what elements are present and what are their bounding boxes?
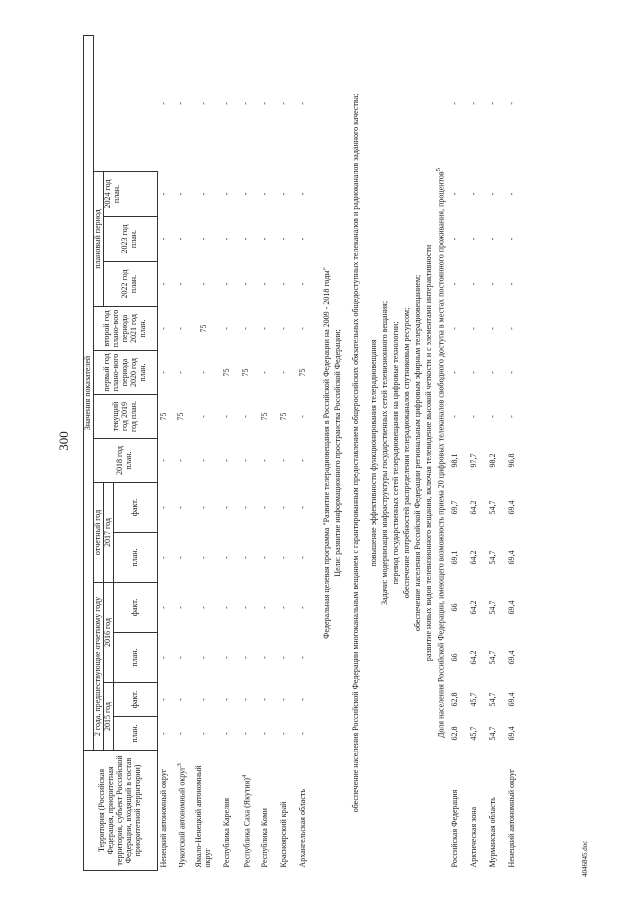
indicators-table [83,35,522,871]
value-cell: - [159,506,169,509]
value-cell: 64,2 [469,550,479,565]
value-cell: - [278,698,288,701]
value-cell: 64,2 [469,650,479,665]
table-row [446,35,465,870]
territory-name-text: Мурманская область [488,797,498,868]
value-cell: - [450,102,460,105]
value-cell: - [198,282,208,286]
value-cell: 75 [175,412,185,421]
value-cell: - [469,327,479,330]
value-cell: - [469,237,479,241]
value-cell: 45,7 [469,726,479,741]
program-section [313,35,447,870]
program-task: обеспечение населения Российской Федерации региональным цифровым эфирным телерадиовещанием; [412,274,422,632]
indicator-title [435,35,447,870]
value-cell: - [159,237,169,241]
territory-name-text: Республика Карелия [221,797,231,868]
value-cell: - [159,606,169,609]
plan-header: план. [113,717,157,751]
value-cell: - [175,698,185,701]
value-cell: - [278,459,288,462]
value-cell: - [278,732,288,735]
value-cell: 45,7 [469,692,479,707]
value-cell: - [159,327,169,330]
planning-period-header: плановый период [93,172,103,307]
value-cell: - [259,556,269,559]
two-years-header: 2 года, предшествующие отчетному году [93,583,103,751]
value-cell: - [297,606,307,609]
value-cell: - [507,415,517,418]
value-cell: - [221,237,231,241]
value-cell: - [175,732,185,735]
value-cell: - [240,732,250,735]
value-cell: - [240,656,250,659]
value-cell: 98,1 [450,453,460,468]
second-planning-year-header: второй год плано-вого периода 2021 год план. [93,307,157,351]
territory-name-text: Красноярский край [278,801,288,868]
value-cell: - [450,282,460,286]
value-cell: 64,2 [469,500,479,515]
value-cell: - [259,282,269,286]
year-2018-header: 2018 год план. [93,439,157,483]
plan-header: план. [113,533,157,583]
table-row [484,35,503,870]
value-cell: 75 [221,368,231,377]
footnote-marker: 3 [175,763,183,767]
value-cell: - [297,237,307,241]
value-cell: - [240,556,250,559]
value-cell: - [297,415,307,418]
year-2022-header: 2022 год план. [103,262,157,307]
value-cell: 54,7 [488,650,498,665]
territory-name-text: Российская Федерация [450,789,460,868]
value-cell: - [240,606,250,609]
value-cell: - [198,556,208,559]
value-cell: - [450,237,460,241]
value-cell: - [278,371,288,374]
value-cell: - [259,102,269,105]
value-cell: 54,7 [488,726,498,741]
territory-name-text: Ненецкий автономный округ [507,768,517,868]
territory-name [172,751,191,871]
territory-name [157,751,172,871]
value-cell: - [488,282,498,286]
value-cell: - [278,192,288,196]
value-cell: - [175,506,185,509]
table-row [503,35,522,870]
value-cell: - [221,506,231,509]
value-cell: - [278,282,288,286]
value-cell: - [507,192,517,196]
value-cell: - [175,102,185,105]
value-cell: - [488,237,498,241]
value-cell: - [198,192,208,196]
program-task: развитие новых видов телевизионного вещания, включая телевидение высокой четкости и с элементами интерактивности [423,244,433,662]
value-cell: - [469,102,479,105]
value-cell: - [175,656,185,659]
program-task: Задачи: модернизация инфраструктуры государственных сетей телевизионного вещания; [379,300,389,605]
value-cell: - [450,371,460,374]
value-cell: 66 [450,603,460,612]
value-cell: - [198,371,208,374]
territory-name [465,751,484,871]
value-cell: - [240,459,250,462]
value-cell: - [175,192,185,196]
current-year-header: текущий год 2019 год план. [93,395,157,439]
value-cell: - [198,506,208,509]
value-cell: - [198,656,208,659]
value-cell: - [297,282,307,286]
territory-name-text: Республика Коми [259,808,269,868]
value-cell: - [240,237,250,241]
value-cell: 69,4 [507,550,517,565]
value-cell: 75 [278,412,288,421]
fact-header: факт. [113,683,157,717]
value-cell: - [297,192,307,196]
value-cell: - [175,282,185,286]
fact-header: факт. [113,483,157,533]
value-cell: 97,7 [469,453,479,468]
value-cell: - [221,102,231,105]
value-cell: - [221,732,231,735]
territory-name-text: Республика Саха (Якутия) [242,777,252,868]
value-cell: - [450,192,460,196]
value-cell: - [278,506,288,509]
value-cell: - [175,327,185,330]
value-cell: - [221,282,231,286]
value-cell: - [469,282,479,286]
value-cell: 69,4 [507,692,517,707]
value-cell: - [259,192,269,196]
value-cell: - [240,102,250,105]
value-cell: - [159,656,169,659]
value-cell: - [469,192,479,196]
value-cell: - [469,415,479,418]
value-cell: - [175,459,185,462]
value-cell: - [198,698,208,701]
value-cell: - [488,102,498,105]
value-cell: - [488,415,498,418]
value-cell: 75 [297,368,307,377]
table-row [218,35,237,870]
value-cell: 75 [259,412,269,421]
value-cell: 69,4 [507,726,517,741]
value-cell: - [159,459,169,462]
value-cell: 54,7 [488,550,498,565]
values-header: Значения показателей [84,35,94,750]
territory-name [191,751,218,871]
value-cell: - [278,102,288,105]
program-goal: Цели: развитие информационного пространства Российской Федерации; [332,329,342,577]
program-task: перевод государственных сетей телерадиовещания на цифровые технологии; [390,321,400,585]
territory-name [294,751,313,871]
value-cell: - [278,606,288,609]
indicator-footnote: 5 [434,168,442,172]
table-row [237,35,256,870]
value-cell: - [278,327,288,330]
program-goal: повышение эффективности функционирования телерадиовещания [368,339,378,567]
territory-name-text: Ямало-Ненецкий автономный округ [194,765,213,868]
table-row [465,35,484,870]
value-cell: - [221,606,231,609]
value-cell: - [450,327,460,330]
value-cell: - [507,371,517,374]
value-cell: - [198,606,208,609]
first-planning-year-header: первый год плано-вого периода 2020 год план. [93,351,157,395]
value-cell: - [297,459,307,462]
value-cell: 54,7 [488,600,498,615]
table-row [275,35,294,870]
value-cell: - [240,415,250,418]
value-cell: 69,4 [507,500,517,515]
fact-header: факт. [113,583,157,633]
value-cell: - [259,237,269,241]
value-cell: - [175,556,185,559]
program-goal: обеспечение населения Российской Федерации многоканальным вещанием с гарантированным предоставлением общероссийских обязательных общедоступных телеканалов и радиоканалов заданного качества; [350,93,360,813]
document-footer: 4046845.doc [581,840,589,877]
value-cell: - [198,415,208,418]
value-cell: - [221,192,231,196]
value-cell: - [259,732,269,735]
value-cell: - [259,459,269,462]
indicator-title-text: Доля населения Российской Федерации, имеющего возможность приема 20 цифровых телеканалов свободного доступа в местах постоянного проживания, процентов [436,171,446,738]
territory-name [256,751,275,871]
value-cell: - [450,415,460,418]
value-cell: - [159,192,169,196]
value-cell: - [221,459,231,462]
value-cell: 54,7 [488,500,498,515]
value-cell: - [175,371,185,374]
reporting-year-header: отчетный год [93,483,103,583]
value-cell: - [175,237,185,241]
value-cell: 75 [198,324,208,333]
territory-name [446,751,465,871]
value-cell: - [240,506,250,509]
value-cell: - [507,327,517,330]
value-cell: 98,2 [488,453,498,468]
value-cell: - [259,606,269,609]
value-cell: - [259,371,269,374]
value-cell: 75 [240,368,250,377]
value-cell: - [278,656,288,659]
program-title: Федеральная целевая программа "Развитие телерадиовещания в Российской Федерации на 2009 - 2018 годы" [321,267,331,639]
value-cell: 96,8 [507,453,517,468]
table-row [294,35,313,870]
value-cell: - [297,102,307,105]
value-cell: 62,8 [450,692,460,707]
page-number: 300 [56,431,71,451]
value-cell: - [159,102,169,105]
territory-name [218,751,237,871]
value-cell: - [507,102,517,105]
value-cell: - [159,556,169,559]
value-cell: - [175,606,185,609]
value-cell: - [259,506,269,509]
value-cell: - [297,656,307,659]
value-cell: - [198,237,208,241]
year-2017-header: 2017 год [103,483,113,583]
value-cell: - [198,102,208,105]
value-cell: 54,7 [488,692,498,707]
footnote-marker: 4 [240,774,248,778]
table-row [256,35,275,870]
value-cell: 69,4 [507,600,517,615]
value-cell: - [240,282,250,286]
value-cell: - [297,506,307,509]
value-cell: 69,7 [450,500,460,515]
value-cell: - [159,371,169,374]
value-cell: - [297,732,307,735]
value-cell: 69,1 [450,550,460,565]
value-cell: - [240,698,250,701]
value-cell: 66 [450,653,460,662]
value-cell: 64,2 [469,600,479,615]
value-cell: - [159,282,169,286]
value-cell: - [259,656,269,659]
value-cell: - [198,459,208,462]
territory-name [503,751,522,871]
value-cell: - [159,732,169,735]
territory-name-text: Ненецкий автономный округ [159,768,169,868]
block-1-rows [157,35,313,870]
territory-name [237,751,256,871]
block-2-rows [446,35,522,870]
value-cell: - [221,327,231,330]
value-cell: - [488,371,498,374]
value-cell: - [469,371,479,374]
value-cell: - [221,698,231,701]
year-2015-header: 2015 год [103,683,113,751]
value-cell: - [278,237,288,241]
plan-header: план. [113,633,157,683]
value-cell: - [240,192,250,196]
value-cell: - [278,556,288,559]
value-cell: - [259,698,269,701]
value-cell: - [297,327,307,330]
value-cell: - [488,327,498,330]
value-cell: - [221,656,231,659]
rotated-table-sheet [83,36,593,871]
value-cell: - [488,192,498,196]
value-cell: - [221,556,231,559]
territory-name-text: Арктическая зона [469,806,479,868]
value-cell: - [221,415,231,418]
value-cell: - [507,282,517,286]
table-row [172,35,191,870]
year-2024-header: 2024 год план. [103,172,157,217]
value-cell: 69,4 [507,650,517,665]
value-cell: - [297,698,307,701]
table-row [157,35,172,870]
year-2023-header: 2023 год план. [103,217,157,262]
value-cell: - [507,237,517,241]
program-task: обеспечение потребностей распределения телерадиоканалов спутниковым ресурсом; [401,307,411,599]
value-cell: - [240,327,250,330]
territory-header: Территория (Российская Федерация, приоритетная территория, субъект Российской Федерации, входящий в состав приоритетной территории) [84,751,158,871]
year-2016-header: 2016 год [103,583,113,683]
value-cell: - [198,732,208,735]
territory-name-text: Чукотский автономный округ [177,766,187,868]
territory-name [484,751,503,871]
value-cell: - [159,698,169,701]
territory-name-text: Архангельская область [297,788,307,868]
value-cell: - [259,327,269,330]
territory-name [275,751,294,871]
value-cell: 75 [159,412,169,421]
value-cell: 62,8 [450,726,460,741]
value-cell: - [297,556,307,559]
table-row [191,35,218,870]
